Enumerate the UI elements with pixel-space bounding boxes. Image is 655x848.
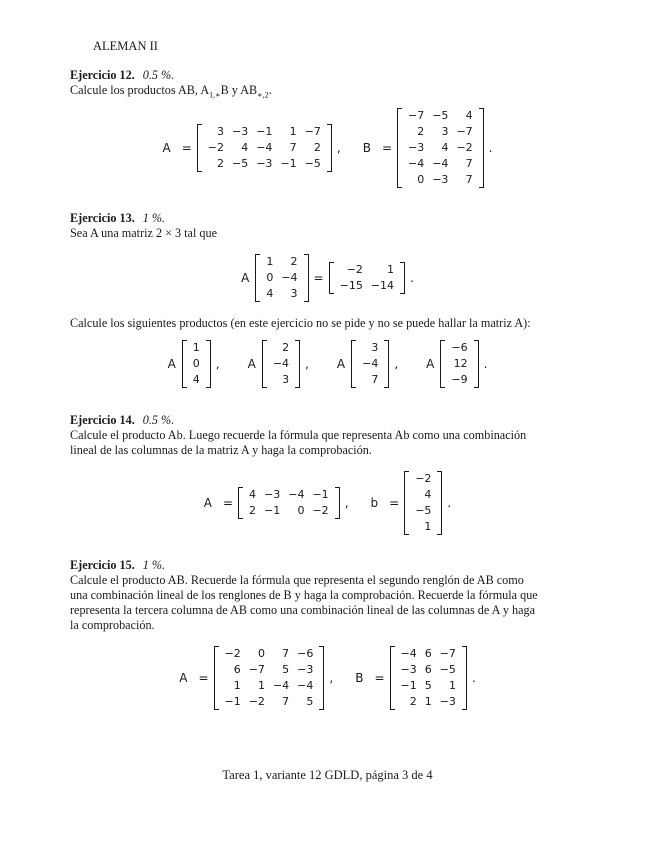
matrix-cell: −3 bbox=[439, 695, 456, 708]
matrix-cell: 2 bbox=[282, 341, 290, 354]
matrix-cell: 7 bbox=[282, 695, 290, 708]
matrix-cell: −1 bbox=[312, 488, 329, 501]
vector bbox=[182, 340, 211, 388]
exercise-12-title: Ejercicio 12. 0.5 %. bbox=[70, 68, 175, 82]
matrix bbox=[390, 646, 467, 710]
matrix-cell: −7 bbox=[408, 109, 425, 122]
matrix-cell: 7 bbox=[371, 373, 379, 386]
matrix-cell: −3 bbox=[264, 488, 281, 501]
matrix-cell: −14 bbox=[370, 279, 395, 292]
matrix-table bbox=[447, 340, 471, 388]
exercise-15-title: Ejercicio 15. 1 %. bbox=[70, 558, 166, 572]
matrix-row bbox=[204, 156, 325, 172]
matrix-row bbox=[204, 124, 325, 140]
matrix-cell: 4 bbox=[241, 141, 249, 154]
matrix-row bbox=[245, 487, 333, 503]
exercise-14-title: Ejercicio 14. 0.5 %. bbox=[70, 413, 175, 427]
exercise-12-matrices: A = 3 −3 −1 1 −7 −2 4 −4 7 2 2 −5 −3 −1 −5 , B = −7 −5 4 2 3 −7 −3 4 −2 −4 −4 7 0 −3 7 . bbox=[162, 109, 493, 186]
matrix-cell: −2 bbox=[346, 263, 363, 276]
matrix-cell: 3 bbox=[290, 287, 298, 300]
matrix-row bbox=[245, 503, 333, 519]
matrix-cell: −1 bbox=[256, 125, 273, 138]
matrix-row bbox=[411, 471, 435, 487]
matrix-row bbox=[262, 254, 301, 270]
matrix-row bbox=[404, 124, 477, 140]
matrix-cell: −4 bbox=[297, 679, 314, 692]
matrix-row bbox=[358, 356, 382, 372]
matrix-row bbox=[397, 662, 460, 678]
matrix-cell: −1 bbox=[224, 695, 241, 708]
vector bbox=[262, 340, 300, 388]
matrix-row bbox=[397, 694, 460, 710]
matrix-cell: 4 bbox=[465, 109, 473, 122]
exercise-13 bbox=[70, 211, 586, 241]
matrix-cell: 0 bbox=[192, 357, 200, 370]
matrix-cell: −3 bbox=[400, 663, 417, 676]
vector bbox=[404, 471, 442, 535]
matrix-table bbox=[221, 646, 318, 710]
matrix-cell: −9 bbox=[451, 373, 468, 386]
matrix-cell: −7 bbox=[248, 663, 265, 676]
matrix bbox=[197, 124, 332, 172]
matrix-cell: 7 bbox=[282, 647, 290, 660]
matrix-cell: 7 bbox=[465, 173, 473, 186]
matrix bbox=[238, 487, 340, 519]
matrix-row bbox=[269, 340, 293, 356]
matrix-row bbox=[411, 487, 435, 503]
matrix-row bbox=[447, 356, 471, 372]
matrix bbox=[214, 646, 325, 710]
matrix-cell: −5 bbox=[432, 109, 449, 122]
matrix-cell: −7 bbox=[304, 125, 321, 138]
matrix-row bbox=[358, 372, 382, 388]
matrix-cell: 2 bbox=[217, 157, 224, 170]
matrix-cell: 6 bbox=[424, 663, 432, 676]
matrix-row bbox=[447, 372, 471, 388]
matrix-row bbox=[221, 678, 318, 694]
matrix-row bbox=[221, 662, 318, 678]
matrix-cell: 7 bbox=[289, 141, 297, 154]
matrix-cell: 2 bbox=[417, 125, 425, 138]
matrix-cell: 2 bbox=[290, 255, 298, 268]
matrix-cell: −2 bbox=[456, 141, 473, 154]
matrix-cell: −2 bbox=[224, 647, 241, 660]
matrix-cell: −4 bbox=[362, 357, 379, 370]
matrix-cell: 1 bbox=[289, 125, 297, 138]
matrix-cell: 3 bbox=[371, 341, 379, 354]
matrix-table bbox=[245, 487, 333, 519]
matrix-cell: 6 bbox=[424, 647, 432, 660]
matrix-cell: −5 bbox=[415, 504, 432, 517]
matrix-cell: 0 bbox=[266, 271, 274, 284]
matrix-cell: −4 bbox=[288, 488, 305, 501]
matrix-table bbox=[411, 471, 435, 535]
exercise-14: Ejercicio 14. 0.5 %. Calcule el producto Ab. Luego recuerde la fórmula que representa Ab como una combinación lineal de las columnas de la matriz A y haga la comprobación. bbox=[70, 413, 586, 458]
matrix-row bbox=[336, 278, 398, 294]
matrix-cell: −2 bbox=[248, 695, 265, 708]
matrix-cell: 4 bbox=[266, 287, 274, 300]
matrix-row bbox=[189, 372, 204, 388]
matrix-cell: −7 bbox=[456, 125, 473, 138]
exercise-14-matrices: A = 4 −3 −4 −1 2 −1 0 −2 , b = −2 4 −5 1 . bbox=[203, 472, 452, 533]
matrix-cell: 1 bbox=[266, 255, 274, 268]
matrix bbox=[397, 108, 484, 188]
vector bbox=[351, 340, 389, 388]
page-header: ALEMAN II bbox=[93, 39, 158, 53]
matrix-row bbox=[221, 646, 318, 662]
matrix-cell: −2 bbox=[415, 472, 432, 485]
matrix-row bbox=[336, 262, 398, 278]
matrix-row bbox=[189, 340, 204, 356]
matrix-cell: −4 bbox=[256, 141, 273, 154]
matrix-cell: 5 bbox=[282, 663, 290, 676]
matrix-cell: −7 bbox=[439, 647, 456, 660]
exercise-13-equation: A 1 2 0 −4 4 3 = −2 1 −15 −14 . bbox=[241, 255, 414, 300]
matrix-row bbox=[404, 156, 477, 172]
matrix-cell: 0 bbox=[417, 173, 425, 186]
matrix-cell: 2 bbox=[249, 504, 257, 517]
matrix-table bbox=[262, 254, 301, 302]
matrix-table bbox=[189, 340, 204, 388]
matrix-table bbox=[397, 646, 460, 710]
matrix-cell: 4 bbox=[249, 488, 257, 501]
matrix-cell: −2 bbox=[207, 141, 224, 154]
matrix bbox=[329, 262, 405, 294]
matrix-cell: 1 bbox=[387, 263, 395, 276]
matrix-cell: 2 bbox=[313, 141, 321, 154]
matrix-cell: 3 bbox=[217, 125, 224, 138]
matrix-cell: 1 bbox=[257, 679, 265, 692]
matrix-cell: −5 bbox=[232, 157, 249, 170]
matrix-row bbox=[397, 678, 460, 694]
matrix-row bbox=[262, 286, 301, 302]
matrix-cell: −5 bbox=[439, 663, 456, 676]
exercise-13-vectors: A 1 0 4 , A 2 −4 3 , A 3 −4 7 , A −6 12 −9 . bbox=[167, 341, 488, 386]
matrix-row bbox=[189, 356, 204, 372]
matrix-cell: −6 bbox=[297, 647, 314, 660]
matrix-cell: 1 bbox=[424, 695, 432, 708]
matrix-table bbox=[269, 340, 293, 388]
matrix-cell: 1 bbox=[448, 679, 456, 692]
matrix-cell: 4 bbox=[192, 373, 200, 386]
matrix-cell: 4 bbox=[424, 488, 432, 501]
matrix-cell: −4 bbox=[272, 679, 290, 692]
matrix-row bbox=[358, 340, 382, 356]
matrix-row bbox=[404, 172, 477, 188]
matrix-cell: −4 bbox=[281, 271, 298, 284]
matrix-row bbox=[269, 372, 293, 388]
matrix-table bbox=[404, 108, 477, 188]
matrix-cell: 0 bbox=[257, 647, 265, 660]
matrix-table bbox=[358, 340, 382, 388]
exercise-13-title: Ejercicio 13. 1 %. bbox=[70, 211, 166, 225]
matrix-cell: 12 bbox=[453, 357, 468, 370]
exercise-15-matrices: A = −2 0 7 −6 6 −7 5 −3 1 1 −4 −4 −1 −2 7 5 , B = −4 6 −7 −3 6 −5 −1 5 1 2 1 −3 . bbox=[179, 647, 476, 708]
matrix-row bbox=[404, 140, 477, 156]
matrix-cell: −3 bbox=[297, 663, 314, 676]
matrix-table bbox=[204, 124, 325, 172]
matrix-row bbox=[397, 646, 460, 662]
matrix bbox=[255, 254, 308, 302]
matrix-cell: 3 bbox=[282, 373, 290, 386]
matrix-cell: −4 bbox=[408, 157, 425, 170]
matrix-table bbox=[336, 262, 398, 294]
matrix-row bbox=[411, 519, 435, 535]
matrix-cell: −6 bbox=[451, 341, 468, 354]
matrix-cell: −1 bbox=[280, 157, 297, 170]
vector bbox=[440, 340, 478, 388]
exercise-13-intro: Sea A una matriz 2 × 3 tal que bbox=[70, 226, 217, 240]
matrix-cell: −1 bbox=[400, 679, 417, 692]
matrix-cell: −4 bbox=[432, 157, 449, 170]
matrix-cell: −15 bbox=[339, 279, 363, 292]
matrix-cell: −3 bbox=[256, 157, 273, 170]
matrix-cell: −3 bbox=[408, 141, 425, 154]
matrix-row bbox=[411, 503, 435, 519]
matrix-cell: 4 bbox=[441, 141, 449, 154]
matrix-cell: −2 bbox=[312, 504, 329, 517]
matrix-row bbox=[262, 270, 301, 286]
exercise-12-statement: Calcule los productos AB, $A_{1,∗}B$ y $AB_{∗,2}$. bbox=[70, 83, 272, 100]
matrix-cell: 1 bbox=[192, 341, 200, 354]
matrix-cell: −3 bbox=[432, 173, 449, 186]
matrix-cell: −4 bbox=[272, 357, 290, 370]
exercise-12 bbox=[70, 68, 586, 102]
matrix-row bbox=[204, 140, 325, 156]
matrix-row bbox=[269, 356, 293, 372]
exercise-13-question: Calcule los siguientes productos (en este ejercicio no se pide y no se puede hallar la matriz A): bbox=[70, 316, 531, 330]
matrix-cell: 1 bbox=[233, 679, 241, 692]
matrix-row bbox=[221, 694, 318, 710]
matrix-cell: 5 bbox=[424, 679, 432, 692]
page-footer: Tarea 1, variante 12 GDLD, página 3 de 4 bbox=[222, 768, 433, 782]
exercise-15: Ejercicio 15. 1 %. Calcule el producto AB. Recuerde la fórmula que representa el segundo renglón de AB como una combinación lineal de los renglones de B y haga la comprobación. Recuerde la fórmula que representa la tercera columna de AB como una combinación lineal de las columnas de A y haga la comprobación. bbox=[70, 558, 586, 633]
matrix-cell: 2 bbox=[409, 695, 417, 708]
matrix-cell: 6 bbox=[233, 663, 241, 676]
matrix-cell: −3 bbox=[232, 125, 249, 138]
matrix-cell: 7 bbox=[465, 157, 473, 170]
matrix-row bbox=[447, 340, 471, 356]
matrix-cell: −4 bbox=[400, 647, 417, 660]
matrix-cell: −5 bbox=[304, 157, 321, 170]
matrix-row bbox=[404, 108, 477, 124]
matrix-cell: 1 bbox=[424, 520, 432, 533]
matrix-cell: −1 bbox=[264, 504, 281, 517]
matrix-cell: 5 bbox=[306, 695, 314, 708]
matrix-cell: 3 bbox=[441, 125, 449, 138]
matrix-cell: 0 bbox=[297, 504, 305, 517]
